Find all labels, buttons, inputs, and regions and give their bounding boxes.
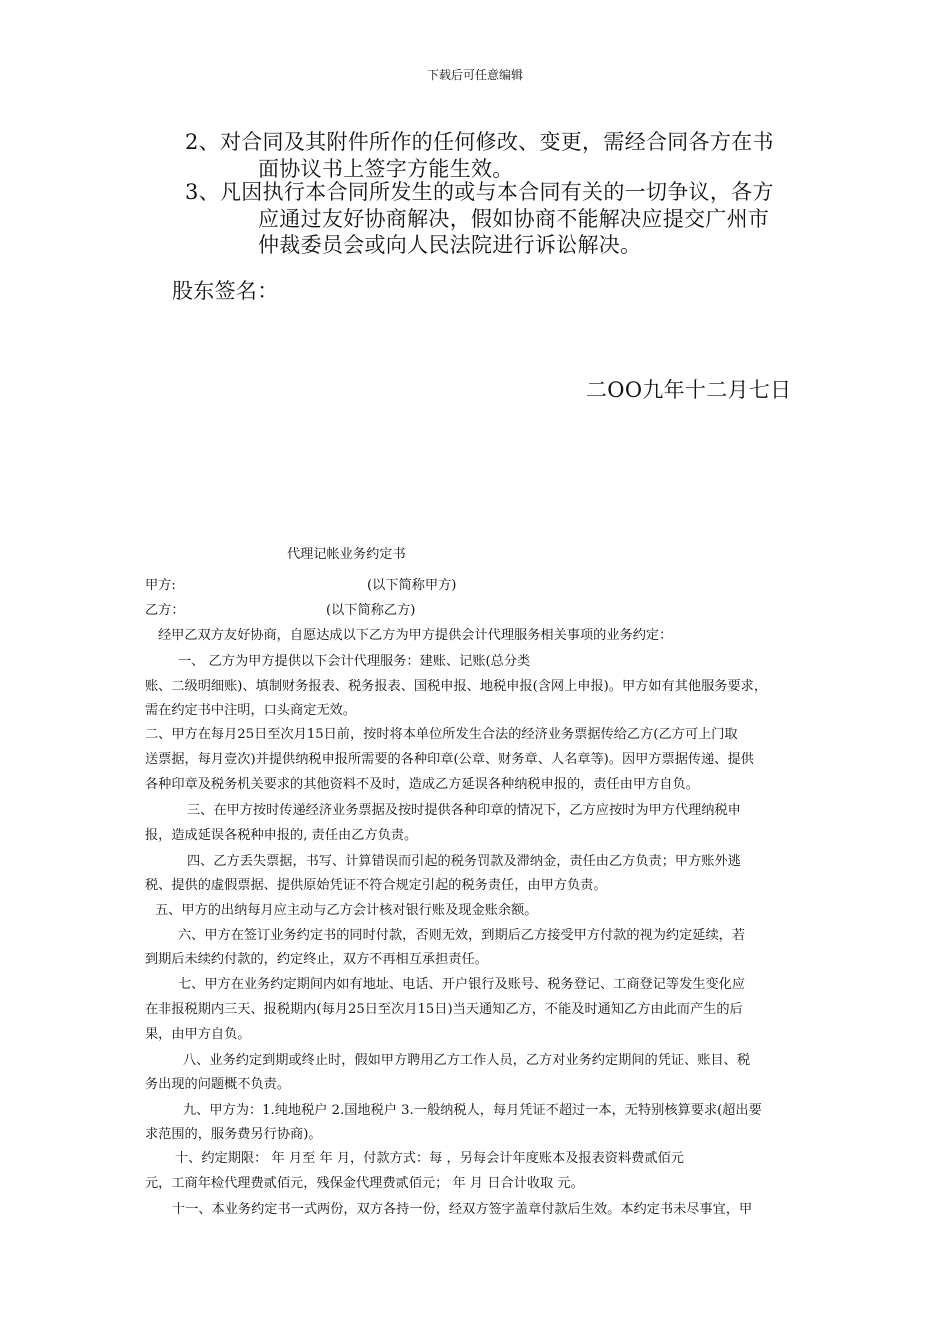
agreement-line: 六、甲方在签订业务约定书的同时付款，否则无效，到期后乙方接受甲方付款的视为约定延续，若 (178, 928, 746, 943)
agreement-line: 报，造成延误各税种申报的, 责任由乙方负责。 (145, 828, 418, 843)
party-b-note: (以下简称乙方) (326, 603, 416, 618)
agreement-line: 一、 乙方为甲方提供以下会计代理服务：建账、记账(总分类 (178, 654, 531, 669)
agreement-line: 三、在甲方按时传递经济业务票据及按时提供各种印章的情况下，乙方应按时为甲方代理纳税申 (187, 803, 741, 818)
agreement-line: 需在约定书中注明，口头商定无效。 (145, 703, 356, 718)
signature-label: 股东签名： (172, 279, 279, 303)
agreement-line: 元，工商年检代理费贰佰元，残保金代理费贰佰元； 年 月 日合计收取 元。 (145, 1176, 584, 1191)
clause-2-line-2: 面协议书上签字方能生效。 (258, 157, 514, 181)
agreement-line: 送票据，每月壹次)并提供纳税申报所需要的各种印章(公章、财务章、人名章等)。因甲方票据传递、提供 (145, 752, 754, 767)
agreement-line: 十一、本业务约定书一式两份，双方各持一份，经双方签字盖章付款后生效。本约定书未尽事宜，甲 (172, 1202, 753, 1217)
party-a-note: (以下简称甲方) (367, 578, 457, 593)
agreement-line: 经甲乙双方友好协商，自愿达成以下乙方为甲方提供会计代理服务相关事项的业务约定： (158, 628, 673, 643)
clause-3-line-2: 应通过友好协商解决，假如协商不能解决应提交广州市 (258, 207, 770, 231)
agreement-line: 税、提供的虚假票据、提供原始凭证不符合规定引起的税务责任，由甲方负责。 (145, 878, 607, 893)
date: 二OO九年十二月七日 (586, 378, 792, 402)
agreement-line: 到期后未续约付款的，约定终止，双方不再相互承担责任。 (145, 952, 488, 967)
agreement-line: 各种印章及税务机关要求的其他资料不及时，造成乙方延误各种纳税申报的，责任由甲方自负。 (145, 777, 699, 792)
agreement-line: 十、约定期限： 年 月至 年 月，付款方式：每 ，另每会计年度账本及报表资料费贰佰元 (175, 1151, 684, 1166)
agreement-line: 九、甲方为：1.纯地税户 2.国地税户 3.一般纳税人，每月凭证不超过一本，无特别核算要求(超出要 (183, 1103, 762, 1118)
agreement-line: 二、甲方在每月25日至次月15日前，按时将本单位所发生合法的经济业务票据传给乙方(乙方可上门取 (145, 727, 738, 742)
party-b-label: 乙方： (145, 603, 185, 618)
agreement-line: 七、甲方在业务约定期间内如有地址、电话、开户银行及账号、税务登记、工商登记等发生变化应 (178, 977, 746, 992)
agreement-line: 在非报税期内三天、报税期内(每月25日至次月15日)当天通知乙方，不能及时通知乙方由此而产生的后 (145, 1002, 743, 1017)
clause-3-line-3: 仲裁委员会或向人民法院进行诉讼解决。 (258, 233, 642, 257)
agreement-line: 五、甲方的出纳每月应主动与乙方会计核对银行账及现金账余额。 (155, 903, 538, 918)
agreement-line: 果，由甲方自负。 (145, 1027, 251, 1042)
agreement-line: 务出现的问题概不负责。 (145, 1077, 291, 1092)
agreement-line: 四、乙方丢失票据，书写、计算错误而引起的税务罚款及滞纳金，责任由乙方负责；甲方账外逃 (187, 854, 741, 869)
party-a-label: 甲方: (145, 578, 176, 593)
agreement-line: 八、业务约定到期或终止时，假如甲方聘用乙方工作人员，乙方对业务约定期间的凭证、账目、税 (183, 1053, 751, 1068)
agreement-line: 求范围的，服务费另行协商)。 (145, 1127, 322, 1142)
agreement-line: 账、二级明细账)、填制财务报表、税务报表、国税申报、地税申报(含网上申报)。甲方如有其他服务要求， (145, 679, 768, 694)
clause-3-line-1: 3、凡因执行本合同所发生的或与本合同有关的一切争议，各方 (185, 180, 774, 204)
agreement-title: 代理记帐业务约定书 (287, 547, 406, 562)
page-header: 下载后可任意编辑 (426, 68, 523, 82)
clause-2-line-1: 2、对合同及其附件所作的任何修改、变更，需经合同各方在书 (185, 130, 774, 154)
